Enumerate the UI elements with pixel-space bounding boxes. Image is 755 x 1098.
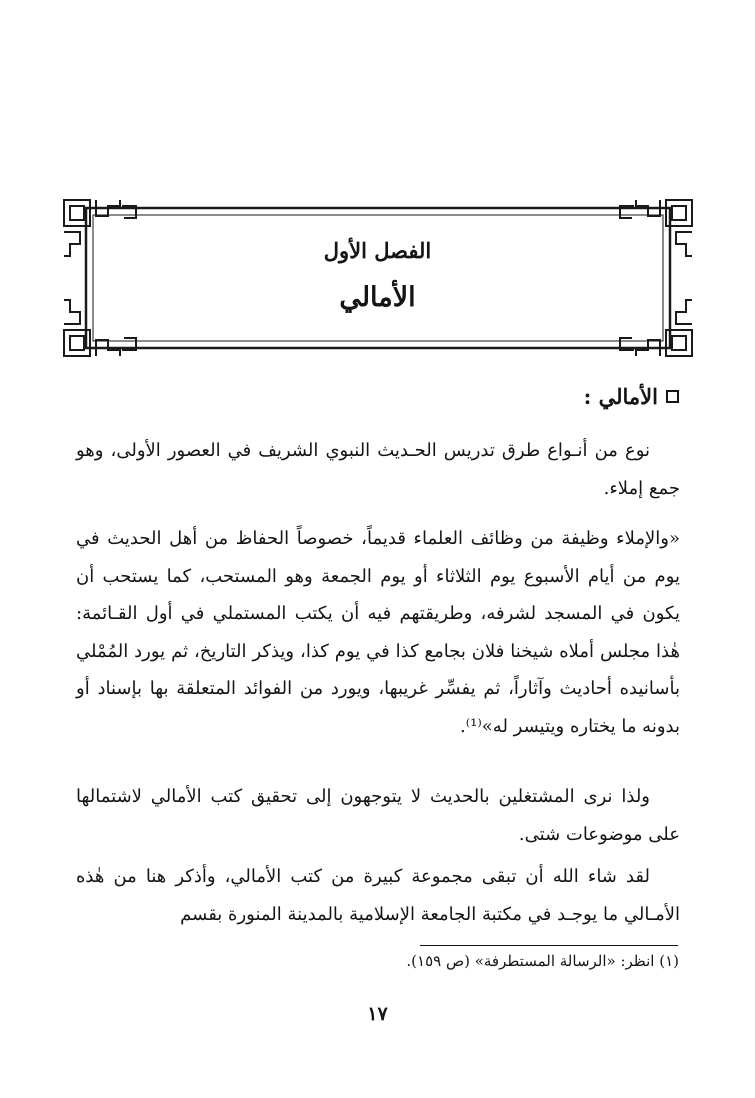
section-heading — [584, 384, 679, 409]
footnote-divider — [420, 945, 678, 946]
footnote: (١) انظر: «الرسالة المستطرفة» (ص ١٥٩). — [406, 952, 679, 970]
paragraph-definition: نوع من أنـواع طرق تدريس الحـديث النبوي الشريف في العصور الأولى، وهو جمع إملاء. — [76, 440, 680, 499]
chapter-title: الأمالي — [339, 282, 416, 313]
ornamental-border — [62, 198, 694, 358]
page-number: ١٧ — [367, 1003, 388, 1025]
paragraph-collection: لقد شاء الله أن تبقى مجموعة كبيرة من كتب الأمالي، وأذكر هنا من هٰذه الأمـالي ما يوجـد في مكتبة الجامعة الإسلامية بالمدينة المنورة بقسم — [76, 866, 680, 925]
chapter-label: الفصل الأول — [323, 238, 432, 263]
square-bullet-icon — [666, 390, 679, 403]
paragraph-scholars: ولذا نرى المشتغلين بالحديث لا يتوجهون إلى تحقيق كتب الأمالي لاشتمالها على موضوعات شتى. — [76, 786, 680, 845]
paragraph-quote: «والإملاء وظيفة من وظائف العلماء قديماً، خصوصاً الحفاظ من أهل الحديث في يوم من أيام الأسبوع يوم الثلاثاء أو يوم الجمعة وهو المستحب، كما يستحب أن يكون في المسجد لشرفه، وطريقتهم فيه أن يكتب المستملي في أول القـائمة: هٰذا مجلس أملاه شيخنا فلان بجامع كذا في يوم كذا، ويذكر التاريخ، ثم يورد المُمْلي بأسانيده أحاديث وآثاراً، ثم يفسِّر غريبها، ويورد من الفوائد المتعلقة بها بإسناد أو بدونه ما يختاره ويتيسر له»⁽¹⁾. — [76, 528, 680, 737]
section-heading-text: الأمالي : — [583, 384, 658, 409]
chapter-frame — [62, 198, 694, 358]
